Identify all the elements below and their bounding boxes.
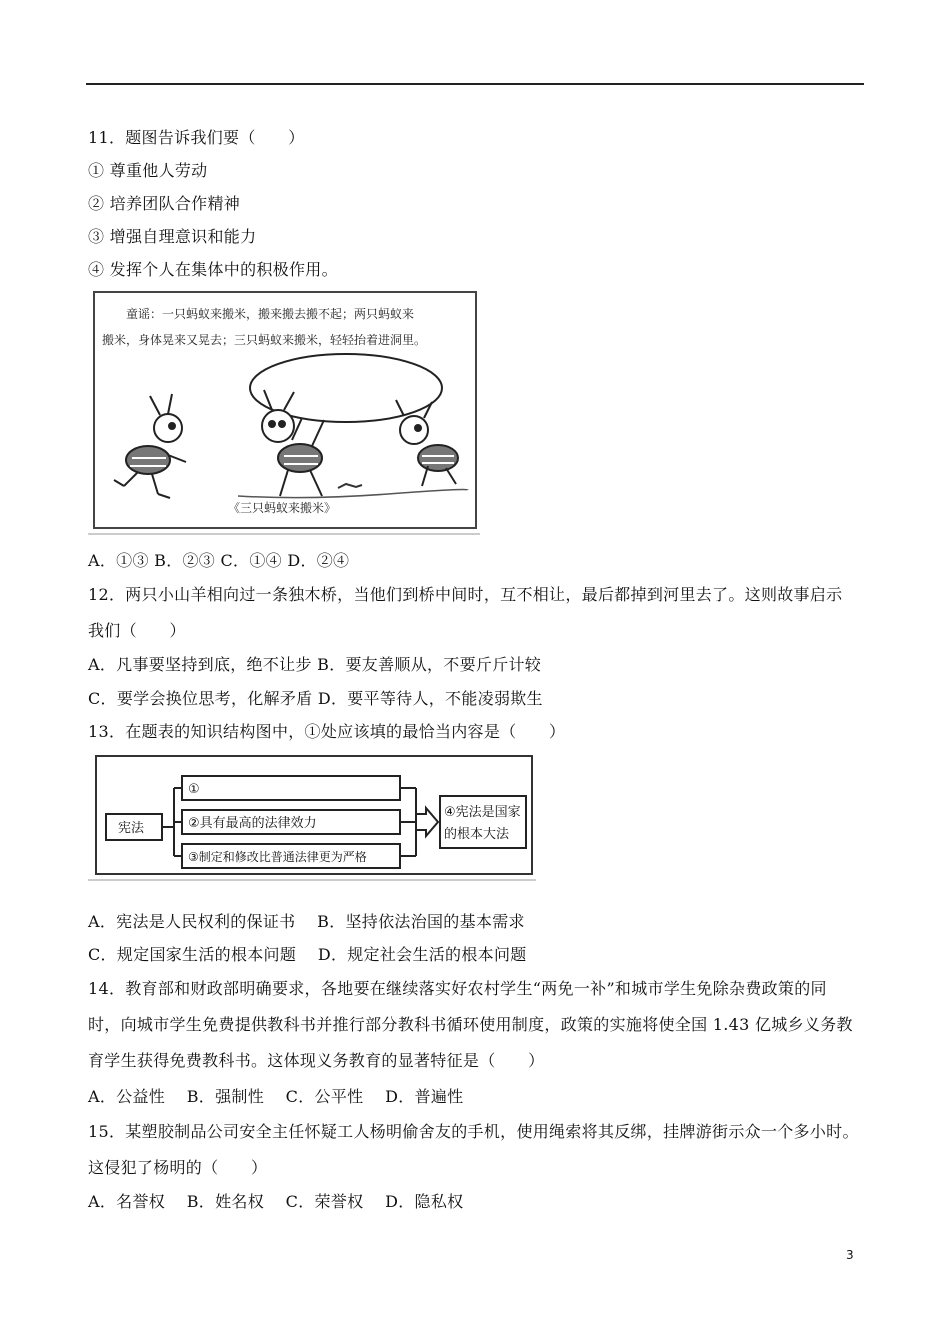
q15-stem-line-1: 15．某塑胶制品公司安全主任怀疑工人杨明偷舍友的手机，使用绳索将其反绑，挂牌游街示众一个多小时。 (88, 1122, 859, 1141)
item-1-label: ① (188, 782, 200, 797)
q11-option-1: ① 尊重他人劳动 (88, 161, 208, 180)
knowledge-structure-diagram (88, 752, 538, 882)
q12-answers-line-1: A．凡事要坚持到底，绝不让步 B．要友善顺从，不要斤斤计较 (88, 655, 542, 674)
verse-line-2: 搬米，身体晃来又晃去；三只蚂蚁来搬米，轻轻抬着进洞里。 (102, 333, 427, 347)
q11-option-2: ② 培养团队合作精神 (88, 194, 241, 213)
verse-line-1: 童谣：一只蚂蚁来搬米，搬来搬去搬不起；两只蚂蚁来 (126, 307, 415, 321)
q12-stem-line-2: 我们（ ） (88, 621, 186, 640)
q12-answers-line-2: C．要学会换位思考，化解矛盾 D．要平等待人，不能凌弱欺生 (88, 689, 543, 708)
figure-caption: 《三只蚂蚁来搬米》 (228, 501, 337, 515)
header-rule (86, 83, 864, 85)
q12-stem-line-1: 12．两只小山羊相向过一条独木桥，当他们到桥中间时，互不相让，最后都掉到河里去了。这则故事启示 (88, 585, 843, 604)
q14-stem-line-2: 时，向城市学生免费提供教科书并推行部分教科书循环使用制度，政策的实施将使全国 1.43 亿城乡义务教 (88, 1015, 853, 1034)
q13-answers-line-1: A．宪法是人民权利的保证书 B．坚持依法治国的基本需求 (88, 912, 525, 931)
q11-answers: A．①③ B．②③ C．①④ D．②④ (88, 551, 350, 570)
item-3-label: ③制定和修改比普通法律更为严格 (188, 850, 367, 864)
q13-answers-line-2: C．规定国家生活的根本问题 D．规定社会生活的根本问题 (88, 945, 527, 964)
page-number: 3 (846, 1248, 854, 1262)
q14-answers: A．公益性 B．强制性 C．公平性 D．普遍性 (88, 1087, 464, 1106)
ant-cartoon-figure (88, 290, 480, 536)
item-1-box (182, 776, 400, 800)
q11-stem: 11．题图告诉我们要（ ） (88, 128, 305, 147)
result-line-2: 的根本大法 (444, 827, 510, 842)
q14-stem-line-1: 14．教育部和财政部明确要求，各地要在继续落实好农村学生“两免一补”和城市学生免除杂费政策的同 (88, 979, 827, 998)
q15-answers: A．名誉权 B．姓名权 C．荣誉权 D．隐私权 (88, 1192, 464, 1211)
q11-option-4: ④ 发挥个人在集体中的积极作用。 (88, 260, 338, 279)
q11-option-3: ③ 增强自理意识和能力 (88, 227, 257, 246)
result-line-1: ④宪法是国家 (444, 805, 521, 820)
constitution-label: 宪法 (118, 821, 145, 836)
q14-stem-line-3: 育学生获得免费教科书。这体现义务教育的显著特征是（ ） (88, 1051, 545, 1070)
item-2-label: ②具有最高的法律效力 (188, 816, 317, 831)
diagram-svg (88, 752, 538, 882)
ant-cartoon-svg (88, 290, 480, 536)
q15-stem-line-2: 这侵犯了杨明的（ ） (88, 1158, 268, 1177)
q13-stem: 13．在题表的知识结构图中，①处应该填的最恰当内容是（ ） (88, 722, 566, 741)
